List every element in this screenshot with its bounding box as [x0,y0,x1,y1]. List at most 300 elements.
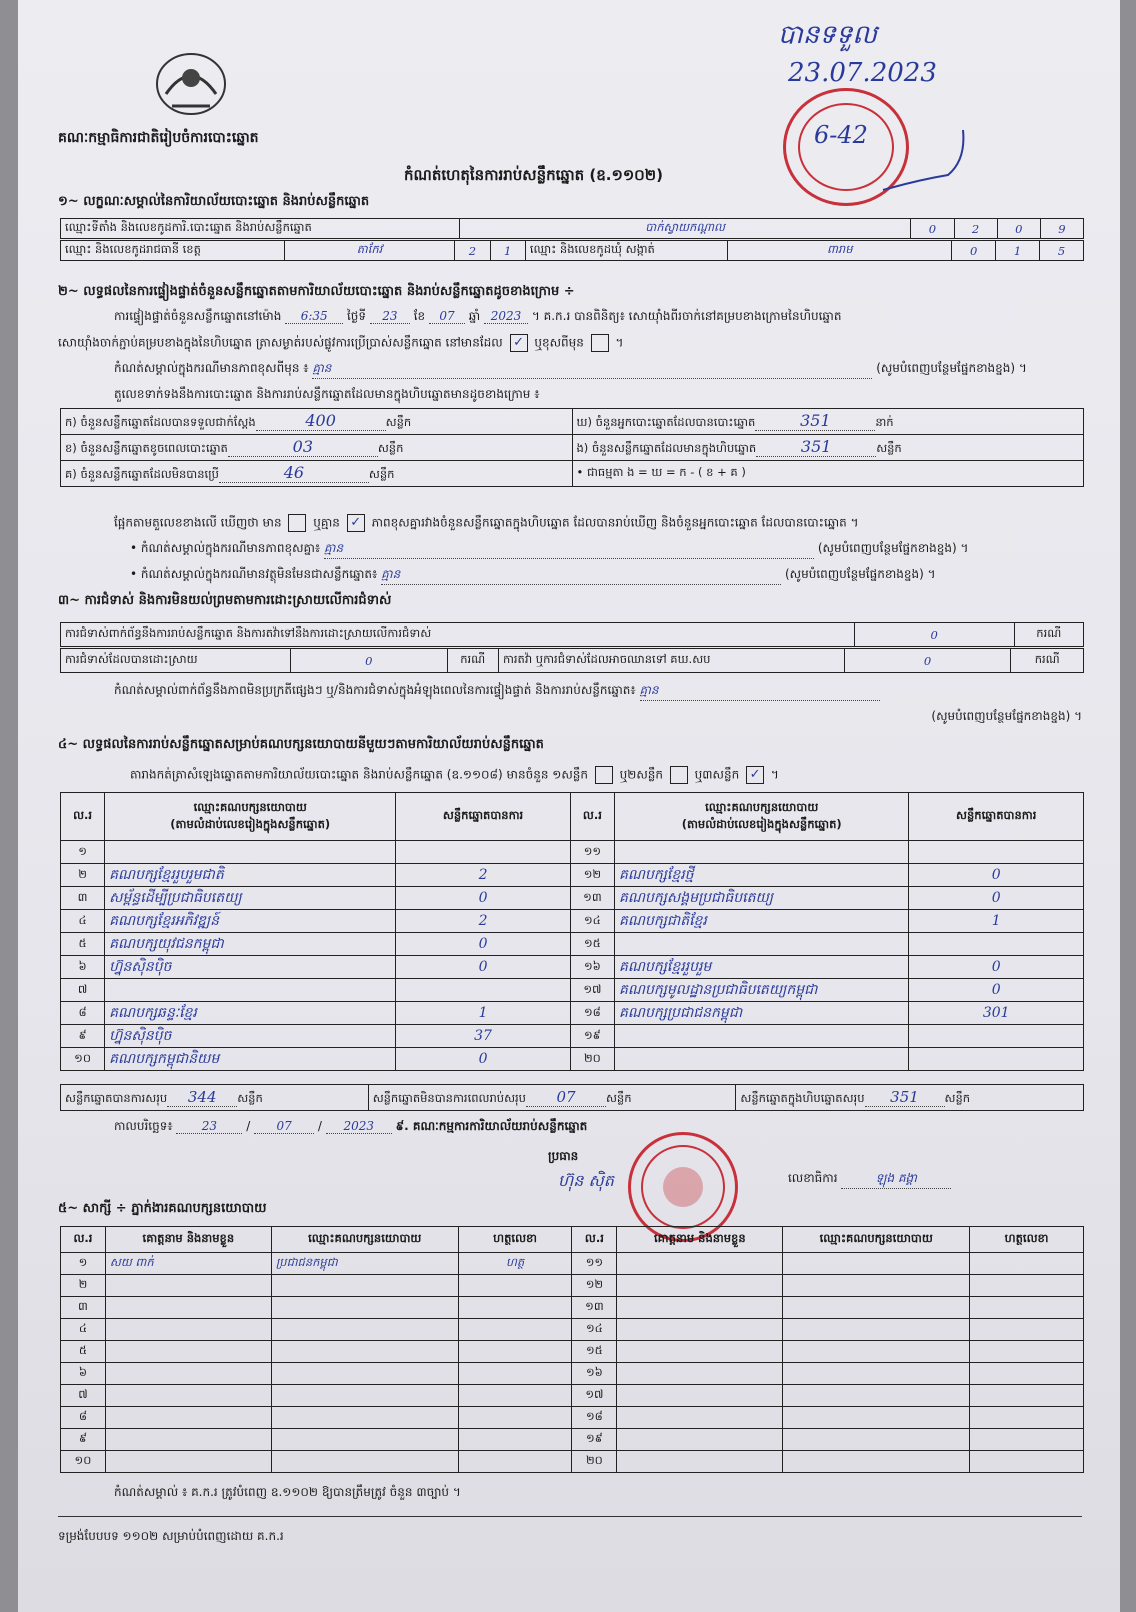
witness-party[interactable] [783,1275,970,1297]
objection-table [60,622,1084,647]
witness-signature[interactable] [458,1363,572,1385]
section3-fill-more: (សូមបំពេញបន្ថែមផ្នែកខាងខ្នង) ។ [931,709,1082,723]
commune-code-3[interactable]: 5 [1040,241,1084,261]
note3-label: • កំណត់សម្គាល់ក្នុងករណីមានវត្ថុមិនមែនជាសន្លឹកឆ្នោត៖ [130,567,378,581]
witness-name[interactable] [617,1341,783,1363]
party-name[interactable]: សម្ព័ន្ធដើម្បីប្រជាធិបតេយ្យ [105,887,396,910]
total-invalid-value[interactable]: 07 [526,1088,606,1107]
day-label: ថ្ងៃទី [347,309,367,323]
date-label: កាលបរិច្ឆេទ៖ [114,1119,173,1133]
witness-party[interactable] [783,1341,970,1363]
note2-label: • កំណត់សម្គាល់ក្នុងករណីមានភាពខុសគ្នា៖ [130,541,321,555]
witness-party[interactable]: ប្រជាជនកម្ពុជា [271,1253,458,1275]
table-row [61,1429,1084,1451]
witness-party[interactable] [271,1407,458,1429]
verification-time[interactable]: 6:35 [285,309,343,324]
note1-line [114,360,1079,379]
section5-title: ៥~ សាក្សី ÷ ភ្នាក់ងារគណបក្សនយោបាយ [58,1201,267,1216]
party-name[interactable]: គណបក្សយុវជនកម្ពុជា [105,933,396,956]
note2-value[interactable]: គ្មាន [324,540,814,559]
received-date: 23.07.2023 [788,58,937,88]
party-name[interactable]: គណបក្សឆន្ទៈខ្មែរ [105,1002,396,1025]
figure-c-value[interactable]: 46 [219,463,369,483]
date-month[interactable]: 07 [254,1119,314,1134]
witness-signature[interactable] [970,1297,1084,1319]
total-valid-cell [61,1085,369,1111]
verification-time-label: ការផ្ទៀងផ្ទាត់ចំនួនសន្លឹកឆ្នោតនៅម៉ោង [114,309,282,323]
table-row [61,933,1084,956]
party-name[interactable]: គណបក្សសង្គមប្រជាធិបតេយ្យ [614,887,908,910]
party-votes[interactable]: 0 [396,956,571,979]
figure-c-label: គ) ចំនួនសន្លឹកឆ្នោតដែលមិនបានប្រើ [65,467,219,481]
witness-signature[interactable] [458,1275,572,1297]
attach-2-checkbox[interactable] [670,766,688,784]
party-name[interactable]: គណបក្សខ្មែរអភិវឌ្ឍន៍ [105,910,396,933]
total-box-cell [736,1085,1084,1111]
party-votes[interactable]: 0 [909,864,1084,887]
table-row [61,1385,1084,1407]
col-no-right: ល.រ [570,793,614,841]
row-no: ២ [61,864,105,887]
secretary-label: លេខាធិការ [788,1171,838,1185]
figure-e-unit: សន្លឹក [876,441,902,455]
commune-value[interactable]: ពារាម [728,241,952,261]
witness-party[interactable] [271,1319,458,1341]
witness-name[interactable]: សយ ពាក់ [105,1253,271,1275]
row-no: ៦ [61,1363,106,1385]
section4-title: ៤~ លទ្ធផលនៃការរាប់សន្លឹកឆ្នោតសម្រាប់គណបក្សនយោបាយនីមួយៗតាមការិយាល័យរាប់សន្លឹកឆ្នោត [58,737,544,752]
province-value[interactable]: តាកែវ [284,241,454,261]
party-votes[interactable] [909,1048,1084,1071]
party-votes[interactable] [909,1025,1084,1048]
objection-total-unit: ករណី [1014,623,1083,647]
province-code-2[interactable]: 1 [490,241,525,261]
attach-3-checkbox[interactable]: ✓ [746,766,764,784]
party-votes[interactable]: 2 [396,864,571,887]
note3-line [130,566,1080,585]
seal-intact-checkbox[interactable]: ✓ [510,334,528,352]
figure-b-label: ខ) ចំនួនសន្លឹកឆ្នោតខូចពេលបោះឆ្នោត [65,441,228,455]
figure-e [572,435,1084,461]
table-row [61,1341,1084,1363]
attach-1-checkbox[interactable] [595,766,613,784]
table-row [61,1253,1084,1275]
witness-party[interactable] [783,1297,970,1319]
secretary-name: ឡុង គង្គា [841,1170,951,1189]
party-name[interactable] [105,979,396,1002]
section3-title: ៣~ ការជំទាស់ និងការមិនយល់ព្រមតាមការដោះស្រាយលើការជំទាស់ [58,593,392,608]
office-code-3[interactable]: 0 [997,219,1040,239]
witness-name[interactable] [105,1429,271,1451]
party-votes[interactable] [909,841,1084,864]
row-no: ១៣ [572,1297,617,1319]
witness-body [61,1253,1084,1473]
w-col-party-right: ឈ្មោះគណបក្សនយោបាយ [783,1227,970,1253]
party-votes[interactable]: 0 [396,887,571,910]
witness-signature[interactable] [458,1429,572,1451]
row-no: ៤ [61,1319,106,1341]
office-code-1[interactable]: 0 [911,219,954,239]
row-no: ១២ [570,864,614,887]
party-votes[interactable]: 0 [909,887,1084,910]
party-name[interactable]: គណបក្សជាតិខ្មែរ [614,910,908,933]
document-page [18,0,1120,1612]
party-votes[interactable]: 1 [396,1002,571,1025]
row-no: ១៨ [572,1407,617,1429]
section2-title: ២~ លទ្ធផលនៃការផ្ទៀងផ្ទាត់ចំនួនសន្លឹកឆ្នោតតាមការិយាល័យបោះឆ្នោត និងរាប់សន្លឹកឆ្នោតដូចខាងក្រោម ÷ [58,284,575,299]
figure-b-value[interactable]: 03 [228,437,378,457]
witness-name[interactable] [105,1407,271,1429]
witness-signature[interactable] [458,1319,572,1341]
party-votes[interactable]: 301 [909,1002,1084,1025]
commune-code-2[interactable]: 1 [996,241,1040,261]
note1-fill-more: (សូមបំពេញបន្ថែមផ្នែកខាងខ្នង) ។ [876,361,1027,375]
witness-name[interactable] [617,1253,783,1275]
date-day[interactable]: 23 [176,1119,242,1134]
figure-a-unit: សន្លឹក [385,415,412,429]
col-party-right-title: ឈ្មោះគណបក្សនយោបាយ [705,799,819,814]
row-no: ៩ [61,1429,106,1451]
witness-signature[interactable] [970,1275,1084,1297]
section1-title: ១~ លក្ខណៈសម្គាល់នៃការិយាល័យបោះឆ្នោត និងរាប់សន្លឹកឆ្នោត [58,194,370,209]
row-no: ២០ [572,1451,617,1473]
verification-month[interactable]: 07 [429,309,465,324]
row-no: ១៣ [570,887,614,910]
row-no: ៤ [61,910,105,933]
seal-line: សោយ៉ាំងចាក់ភ្ជាប់គម្របខាងក្នុងនៃហិបឆ្នោត ត្រាសម្ងាត់របស់ផ្លូវការប្រើប្រាស់សន្លឹកឆ្នោត នៅមានដែល ✓ ឬខុសពីមុន ។ [58,335,624,350]
witness-signature[interactable] [458,1451,572,1473]
row-no: ១៩ [572,1429,617,1451]
row-no: ១២ [572,1275,617,1297]
row-no: ៧ [61,979,105,1002]
table-row [61,1275,1084,1297]
witness-party[interactable] [783,1451,970,1473]
figure-c [61,461,573,487]
national-emblem-icon [152,48,230,120]
seal-line-text: សោយ៉ាំងចាក់ភ្ជាប់គម្របខាងក្នុងនៃហិបឆ្នោត ត្រាសម្ងាត់របស់ផ្លូវការប្រើប្រាស់សន្លឹកឆ្នោត នៅមានដែល [58,335,503,350]
row-no: ៣ [61,887,105,910]
witness-name[interactable] [105,1341,271,1363]
received-note: បានទទួល [778,20,878,50]
figure-e-value[interactable]: 351 [756,437,876,457]
party-results-table [60,792,1084,1071]
witness-signature[interactable] [970,1341,1084,1363]
table-row [61,979,1084,1002]
total-box-label: សន្លឹកឆ្នោតក្នុងហិបឆ្នោតសរុប [740,1090,865,1105]
objection-escalated-label: ការតវ៉ា ឬការជំទាស់ដែលអាចឈានទៅ គឃ.សប [498,649,844,673]
attach-1-label: តារាងកត់ត្រាសំឡេងឆ្នោតតាមការិយាល័យបោះឆ្នោត និងរាប់សន្លឹកឆ្នោត (ឧ.១១០៨) មានចំនួន ១សន្លឹក [130,767,588,782]
party-votes[interactable]: 0 [396,1048,571,1071]
party-votes[interactable]: 0 [909,956,1084,979]
date-year[interactable]: 2023 [326,1119,392,1134]
party-name[interactable] [614,933,908,956]
row-no: ១៧ [570,979,614,1002]
objection-resolved-unit: ករណី [447,649,498,673]
witness-signature[interactable] [970,1363,1084,1385]
party-votes[interactable]: 2 [396,910,571,933]
totals-row [60,1084,1084,1111]
table-row [61,956,1084,979]
date-line: កាលបរិច្ឆេទ៖ 23 / 07 / 2023 ៩. គណៈកម្មការការិយាល័យរាប់សន្លឹកឆ្នោត [114,1119,588,1133]
witness-name[interactable] [105,1385,271,1407]
witness-signature[interactable] [458,1341,572,1363]
office-label: ឈ្មោះទីតាំង និងលេខកូដការិ.បោះឆ្នោត និងរាប់សន្លឹកឆ្នោត [61,219,460,239]
committee-label: ៩. គណៈកម្មការការិយាល័យរាប់សន្លឹកឆ្នោត [395,1119,588,1133]
table-row [61,1048,1084,1071]
party-name[interactable]: គណបក្សមូលដ្ឋានប្រជាធិបតេយ្យកម្ពុជា [614,979,908,1002]
party-name[interactable] [614,1025,908,1048]
witness-name[interactable] [105,1319,271,1341]
row-no: ១៤ [570,910,614,933]
section3-note-value[interactable]: គ្មាន [640,682,880,701]
witness-signature[interactable] [970,1407,1084,1429]
party-votes[interactable] [396,979,571,1002]
table-row [61,910,1084,933]
signature-mark [878,120,978,200]
party-name[interactable] [105,841,396,864]
col-party-left [105,793,396,841]
row-no: ១ [61,841,105,864]
figure-a-value[interactable]: 400 [256,411,386,431]
witness-name[interactable] [617,1319,783,1341]
total-valid-value[interactable]: 344 [167,1088,237,1107]
month-label: ខែ [413,309,426,323]
row-no: ៨ [61,1002,105,1025]
figures-intro: តួលេខទាក់ទងនឹងការបោះឆ្នោត និងការរាប់សន្លឹកឆ្នោតដែលមានក្នុងហិបឆ្នោតមានដូចខាងក្រោម ៖ [114,387,540,401]
party-name[interactable] [614,841,908,864]
year-label: ឆ្នាំ [468,309,481,323]
row-no: ១៦ [572,1363,617,1385]
witness-name[interactable] [617,1385,783,1407]
witness-party[interactable] [783,1385,970,1407]
party-votes[interactable]: 1 [909,910,1084,933]
row-no: ១១ [572,1253,617,1275]
total-box-unit: សន្លឹក [944,1090,971,1105]
witness-name[interactable] [105,1363,271,1385]
results-body [61,841,1084,1071]
party-votes[interactable]: 37 [396,1025,571,1048]
form-title: កំណត់ហេតុនៃការរាប់សន្លឹកឆ្នោត (ឧ.១១០២) [404,166,664,184]
compare-none-checkbox[interactable]: ✓ [347,514,365,532]
witness-party[interactable] [783,1363,970,1385]
objection-escalated-value[interactable]: 0 [844,649,1011,673]
office-code-2[interactable]: 2 [954,219,997,239]
table-row [61,1451,1084,1473]
table-row [61,1319,1084,1341]
witness-name[interactable] [617,1297,783,1319]
attach-2-label: ឬ២សន្លឹក [619,767,664,782]
witness-party[interactable] [271,1385,458,1407]
w-col-sign-left: ហត្ថលេខា [458,1227,572,1253]
witness-signature[interactable] [970,1319,1084,1341]
table-row [61,1363,1084,1385]
party-name[interactable]: ហ្វ៊ុនស៊ិនប៉ិច [105,1025,396,1048]
compare-has-label: ផ្អែកតាមតួលេខខាងលើ ឃើញថា មាន [114,515,282,530]
section3-note [114,682,880,701]
figure-b [61,435,573,461]
total-valid-unit: សន្លឹក [237,1090,263,1105]
witness-party[interactable] [271,1363,458,1385]
party-votes[interactable]: 0 [909,979,1084,1002]
col-votes-right: សន្លឹកឆ្នោតបានការ [909,793,1084,841]
witness-signature[interactable]: ហត្ថ [458,1253,572,1275]
office-code-4[interactable]: 9 [1040,219,1083,239]
province-label: ឈ្មោះ និងលេខកូដរាជធានី ខេត្ត [61,241,285,261]
note3-value[interactable]: គ្មាន [381,566,781,585]
row-no: ៦ [61,956,105,979]
row-no: ១៤ [572,1319,617,1341]
total-invalid-cell [368,1085,736,1111]
w-col-no-right: ល.រ [572,1227,617,1253]
objection-total-value[interactable]: 0 [854,623,1014,647]
witness-party[interactable] [783,1319,970,1341]
col-party-right [614,793,908,841]
row-no: ៨ [61,1407,106,1429]
party-votes[interactable] [909,933,1084,956]
w-col-no-left: ល.រ [61,1227,106,1253]
party-name[interactable]: ហ្វ៊ុនស៊ិនប៉ិច [105,956,396,979]
col-no-left: ល.រ [61,793,105,841]
province-code-1[interactable]: 2 [455,241,490,261]
office-value[interactable]: បាក់ស្វាយកណ្តាល [459,219,911,239]
witness-name[interactable] [105,1275,271,1297]
table-row [61,864,1084,887]
figure-d-value[interactable]: 351 [755,411,875,431]
witness-name[interactable] [105,1297,271,1319]
witness-signature[interactable] [970,1451,1084,1473]
row-no: ១៩ [570,1025,614,1048]
figure-c-unit: សន្លឹក [368,467,395,481]
witness-party[interactable] [783,1429,970,1451]
attach-3-label: ឬ៣សន្លឹក [694,767,740,782]
party-votes[interactable] [396,841,571,864]
total-box-value[interactable]: 351 [865,1088,945,1107]
chair-label: ប្រធាន [548,1149,579,1163]
figures-table [60,408,1084,487]
figure-formula: • ជាធម្មតា ង = ឃ = ក - ( ខ + គ ) [572,461,1084,487]
row-no: ១៥ [570,933,614,956]
row-no: ២ [61,1275,106,1297]
party-votes[interactable]: 0 [396,933,571,956]
witness-signature[interactable] [458,1385,572,1407]
note2-fill-more: (សូមបំពេញបន្ថែមផ្នែកខាងខ្នង) ។ [817,541,969,555]
witness-signature[interactable] [458,1297,572,1319]
row-no: ៥ [61,1341,106,1363]
w-col-party-left: ឈ្មោះគណបក្សនយោបាយ [271,1227,458,1253]
row-no: ១៨ [570,1002,614,1025]
note3-fill-more: (សូមបំពេញបន្ថែមផ្នែកខាងខ្នង) ។ [784,567,936,581]
note1-value[interactable]: គ្មាន [312,360,872,379]
commune-code-1[interactable]: 0 [952,241,996,261]
w-col-sign-right: ហត្ថលេខា [970,1227,1084,1253]
table-row [61,841,1084,864]
objection-resolved-label: ការជំទាស់ដែលបានដោះស្រាយ [61,649,291,673]
verification-year[interactable]: 2023 [484,309,528,324]
table-row [61,1002,1084,1025]
col-party-right-sub: (តាមលំដាប់លេខរៀងក្នុងសន្លឹកឆ្នោត) [681,816,842,831]
verification-day[interactable]: 23 [370,309,410,324]
witness-party[interactable] [783,1407,970,1429]
party-name[interactable]: គណបក្សប្រជាជនកម្ពុជា [614,1002,908,1025]
figure-d-label: ឃ) ចំនួនអ្នកបោះឆ្នោតដែលបានបោះឆ្នោត [576,415,756,429]
compare-text: ភាពខុសគ្នារវាងចំនួនសន្លឹកឆ្នោតក្នុងហិបឆ្នោត ដែលបានរាប់ឃើញ និងចំនួនអ្នកបោះឆ្នោត ដែលបានបោះឆ្នោត ។ [371,515,859,530]
witness-signature[interactable] [970,1429,1084,1451]
witness-party[interactable] [783,1253,970,1275]
witness-signature[interactable] [970,1385,1084,1407]
witness-name[interactable] [617,1363,783,1385]
witness-name[interactable] [617,1451,783,1473]
col-party-left-sub: (តាមលំដាប់លេខរៀងក្នុងសន្លឹកឆ្នោត) [170,816,331,831]
seal-changed-checkbox[interactable] [591,334,609,352]
party-name[interactable]: គណបក្សកម្ពុជានិយម [105,1048,396,1071]
party-name[interactable]: គណបក្សខ្មែររួបរួម [614,956,908,979]
row-no: ១ [61,1253,106,1275]
verification-line-end: ។ គ.ក.រ បានពិនិត្យ៖ សោយ៉ាំងពីរចាក់នៅគម្របខាងក្រោមនៃហិបឆ្នោត [531,309,842,323]
col-party-left-title: ឈ្មោះគណបក្សនយោបាយ [193,799,307,814]
figure-b-unit: សន្លឹក [377,441,404,455]
figure-d [572,409,1084,435]
party-name[interactable]: គណបក្សខ្មែររួបរួមជាតិ [105,864,396,887]
objection-table-row2 [60,648,1084,673]
witness-party[interactable] [271,1451,458,1473]
table-row [61,887,1084,910]
verification-line [114,308,841,326]
form-note: ទម្រង់បែបបទ ១១០២ សម្រាប់បំពេញដោយ គ.ក.រ [58,1529,284,1543]
compare-has-checkbox[interactable] [288,514,306,532]
compare-none-label: ឬគ្មាន [313,515,340,530]
witness-signature[interactable] [970,1253,1084,1275]
col-votes-left: សន្លឹកឆ្នោតបានការ [396,793,571,841]
total-invalid-unit: សន្លឹក [605,1090,632,1105]
objection-resolved-value[interactable]: 0 [291,649,447,673]
witness-party[interactable] [271,1275,458,1297]
witness-name[interactable] [617,1275,783,1297]
w-col-name-right: គោត្តនាម និងនាមខ្លួន [617,1227,783,1253]
party-name[interactable]: គណបក្សខ្មែរថ្មី [614,864,908,887]
table-row [61,1025,1084,1048]
witness-table [60,1226,1084,1473]
stamp-number: 6-42 [814,121,868,149]
witness-party[interactable] [271,1429,458,1451]
figure-d-unit: នាក់ [875,415,894,429]
party-name[interactable] [614,1048,908,1071]
chair-name: ហ៊ុន ស៊ិត [558,1171,614,1190]
secretary-line [788,1170,951,1189]
compare-line [114,514,859,533]
table-row [61,1407,1084,1429]
figure-e-label: ង) ចំនួនសន្លឹកឆ្នោតដែលមានក្នុងហិបឆ្នោត [576,441,757,455]
row-no: ៧ [61,1385,106,1407]
witness-name[interactable] [617,1407,783,1429]
row-no: ៥ [61,933,105,956]
footnote: កំណត់សម្គាល់ ៖ គ.ក.រ ត្រូវបំពេញ ឧ.១១០២ ឱ្យបានត្រឹមត្រូវ ចំនួន ៣ច្បាប់ ។ [114,1485,461,1499]
witness-party[interactable] [271,1341,458,1363]
row-no: ២០ [570,1048,614,1071]
seal-changed-label: ឬខុសពីមុន [534,335,584,350]
note2-line [130,540,1080,559]
figure-a [61,409,573,435]
footer-divider [58,1516,1082,1517]
row-no: ១០ [61,1048,105,1071]
witness-name[interactable] [617,1429,783,1451]
section1-table-row2 [60,240,1084,261]
witness-signature[interactable] [458,1407,572,1429]
witness-name[interactable] [105,1451,271,1473]
table-row [61,1297,1084,1319]
row-no: ១០ [61,1451,106,1473]
attachment-line: តារាងកត់ត្រាសំឡេងឆ្នោតតាមការិយាល័យបោះឆ្នោត និងរាប់សន្លឹកឆ្នោត (ឧ.១១០៨) មានចំនួន ១សន្លឹក ឬ២សន្លឹក ឬ៣សន្លឹក ✓ ។ [130,767,779,782]
witness-party[interactable] [271,1297,458,1319]
